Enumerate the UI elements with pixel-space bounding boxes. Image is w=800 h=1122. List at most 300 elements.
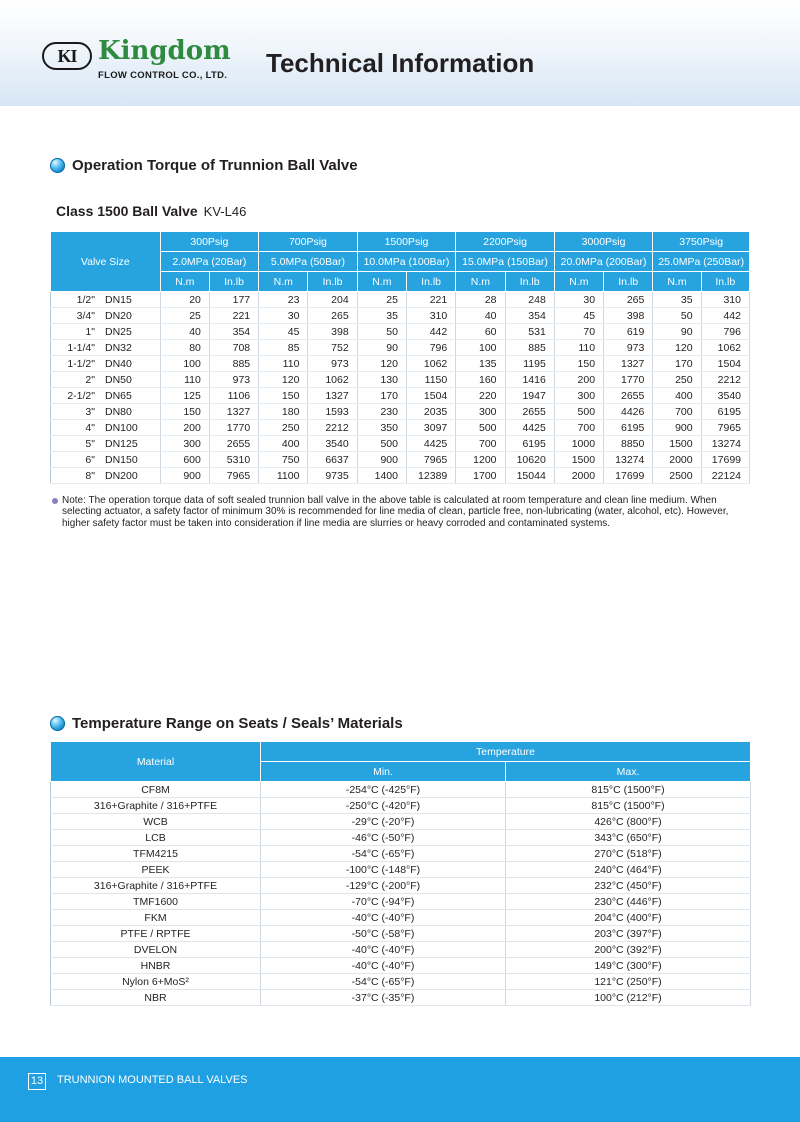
material-cell: DVELON: [51, 942, 261, 958]
torque-inlb-cell: 708: [209, 340, 258, 356]
torque-inlb-cell: 12389: [406, 468, 455, 484]
torque-nm-cell: 50: [653, 308, 701, 324]
torque-nm-cell: 110: [554, 340, 603, 356]
temp-header-row: [51, 742, 751, 762]
torque-table: [50, 231, 750, 484]
valve-size-dn: DN50: [105, 373, 132, 386]
material-cell: LCB: [51, 830, 261, 846]
valve-size-cell: [51, 468, 161, 484]
torque-nm-cell: 120: [357, 356, 406, 372]
mpa-header: 5.0MPa (50Bar): [259, 252, 358, 272]
material-cell: 316+Graphite / 316+PTFE: [51, 878, 261, 894]
material-cell: PEEK: [51, 862, 261, 878]
torque-inlb-cell: 1327: [209, 404, 258, 420]
psig-header: 700Psig: [259, 232, 358, 252]
torque-inlb-cell: 752: [308, 340, 357, 356]
torque-inlb-cell: 265: [604, 292, 653, 308]
torque-nm-cell: 30: [259, 308, 308, 324]
torque-inlb-cell: 973: [209, 372, 258, 388]
company-logo: [42, 36, 242, 86]
valve-size-dn: DN25: [105, 325, 132, 338]
page-number: 13: [28, 1073, 46, 1090]
torque-subtitle: Class 1500 Ball Valve: [56, 203, 198, 219]
torque-inlb-cell: 2655: [604, 388, 653, 404]
valve-size-dn: DN150: [105, 453, 138, 466]
torque-nm-cell: 300: [554, 388, 603, 404]
valve-size-cell: [51, 324, 161, 340]
table-row: [51, 862, 751, 878]
torque-inlb-cell: 3540: [701, 388, 749, 404]
min-header: Min.: [261, 762, 506, 782]
table-row: [51, 894, 751, 910]
torque-inlb-cell: 4425: [406, 436, 455, 452]
valve-size-cell: [51, 308, 161, 324]
torque-nm-cell: 2500: [653, 468, 701, 484]
max-cell: 149°C (300°F): [506, 958, 751, 974]
blue-bullet-icon: [50, 716, 65, 731]
torque-inlb-cell: 4425: [505, 420, 554, 436]
torque-nm-cell: 700: [456, 436, 505, 452]
torque-inlb-cell: 2212: [308, 420, 357, 436]
min-cell: -40°C (-40°F): [261, 910, 506, 926]
table-row: [51, 468, 750, 484]
torque-inlb-cell: 1947: [505, 388, 554, 404]
table-row: [51, 782, 751, 798]
torque-nm-cell: 1100: [259, 468, 308, 484]
torque-inlb-cell: 6195: [604, 420, 653, 436]
valve-size-dn: DN20: [105, 309, 132, 322]
torque-nm-cell: 250: [259, 420, 308, 436]
temperature-table: [50, 741, 751, 1006]
torque-nm-cell: 150: [259, 388, 308, 404]
mpa-header: 15.0MPa (150Bar): [456, 252, 555, 272]
min-cell: -54°C (-65°F): [261, 974, 506, 990]
torque-nm-cell: 400: [259, 436, 308, 452]
table-row: [51, 372, 750, 388]
valve-size-inch: 1-1/2": [67, 357, 95, 370]
valve-size-dn: DN100: [105, 421, 138, 434]
torque-nm-cell: 500: [357, 436, 406, 452]
table-row: [51, 990, 751, 1006]
max-cell: 121°C (250°F): [506, 974, 751, 990]
torque-inlb-cell: 7965: [406, 452, 455, 468]
unit-inlb-header: In.lb: [308, 272, 357, 292]
material-header: Material: [51, 742, 261, 782]
min-cell: -254°C (-425°F): [261, 782, 506, 798]
torque-inlb-cell: 1504: [406, 388, 455, 404]
table-row: [51, 910, 751, 926]
valve-size-dn: DN80: [105, 405, 132, 418]
torque-inlb-cell: 1770: [209, 420, 258, 436]
page-header: [0, 0, 800, 106]
torque-inlb-cell: 973: [308, 356, 357, 372]
torque-nm-cell: 45: [259, 324, 308, 340]
torque-inlb-cell: 1327: [604, 356, 653, 372]
valve-size-inch: 5": [85, 437, 95, 450]
table-row: [51, 340, 750, 356]
temperature-table-body: [51, 782, 751, 1006]
torque-nm-cell: 60: [456, 324, 505, 340]
logo-subtitle: FLOW CONTROL CO., LTD.: [98, 70, 228, 81]
torque-inlb-cell: 17699: [701, 452, 749, 468]
torque-nm-cell: 900: [357, 452, 406, 468]
torque-nm-cell: 2000: [554, 468, 603, 484]
torque-inlb-cell: 1327: [308, 388, 357, 404]
table-row: [51, 324, 750, 340]
torque-note: [52, 495, 752, 529]
table-row: [51, 974, 751, 990]
torque-inlb-cell: 13274: [604, 452, 653, 468]
material-cell: WCB: [51, 814, 261, 830]
material-cell: CF8M: [51, 782, 261, 798]
torque-inlb-cell: 4426: [604, 404, 653, 420]
valve-size-inch: 1": [85, 325, 95, 338]
unit-inlb-header: In.lb: [406, 272, 455, 292]
material-cell: 316+Graphite / 316+PTFE: [51, 798, 261, 814]
valve-size-dn: DN125: [105, 437, 138, 450]
min-cell: -50°C (-58°F): [261, 926, 506, 942]
max-cell: 270°C (518°F): [506, 846, 751, 862]
torque-inlb-cell: 2035: [406, 404, 455, 420]
valve-size-inch: 2-1/2": [67, 389, 95, 402]
unit-nm-header: N.m: [554, 272, 603, 292]
torque-nm-cell: 35: [653, 292, 701, 308]
torque-inlb-cell: 1062: [701, 340, 749, 356]
torque-nm-cell: 1700: [456, 468, 505, 484]
table-row: [51, 436, 750, 452]
torque-inlb-cell: 265: [308, 308, 357, 324]
valve-size-inch: 6": [85, 453, 95, 466]
torque-inlb-cell: 1062: [308, 372, 357, 388]
mpa-header: 2.0MPa (20Bar): [160, 252, 259, 272]
torque-nm-cell: 200: [554, 372, 603, 388]
torque-nm-cell: 1500: [554, 452, 603, 468]
logo-name: Kingdom: [98, 36, 231, 66]
torque-inlb-cell: 2655: [209, 436, 258, 452]
torque-table-body: [51, 292, 750, 484]
torque-nm-cell: 1400: [357, 468, 406, 484]
blue-bullet-icon: [50, 158, 65, 173]
torque-nm-cell: 100: [456, 340, 505, 356]
max-cell: 343°C (650°F): [506, 830, 751, 846]
valve-size-inch: 1-1/4": [67, 341, 95, 354]
unit-nm-header: N.m: [259, 272, 308, 292]
torque-inlb-cell: 2655: [505, 404, 554, 420]
note-bullet-icon: [52, 498, 58, 504]
torque-nm-cell: 85: [259, 340, 308, 356]
psig-header-row: [51, 232, 750, 252]
torque-inlb-cell: 1062: [406, 356, 455, 372]
torque-inlb-cell: 531: [505, 324, 554, 340]
torque-nm-cell: 170: [357, 388, 406, 404]
material-cell: PTFE / RPTFE: [51, 926, 261, 942]
torque-nm-cell: 25: [357, 292, 406, 308]
torque-inlb-cell: 204: [308, 292, 357, 308]
table-row: [51, 404, 750, 420]
valve-size-inch: 8": [85, 469, 95, 482]
mpa-header: 25.0MPa (250Bar): [653, 252, 750, 272]
table-row: [51, 308, 750, 324]
torque-inlb-cell: 22124: [701, 468, 749, 484]
torque-inlb-cell: 221: [406, 292, 455, 308]
max-cell: 204°C (400°F): [506, 910, 751, 926]
min-cell: -70°C (-94°F): [261, 894, 506, 910]
torque-inlb-cell: 9735: [308, 468, 357, 484]
torque-inlb-cell: 6195: [505, 436, 554, 452]
torque-inlb-cell: 10620: [505, 452, 554, 468]
torque-nm-cell: 1200: [456, 452, 505, 468]
mpa-header: 10.0MPa (100Bar): [357, 252, 456, 272]
unit-inlb-header: In.lb: [604, 272, 653, 292]
valve-size-cell: [51, 388, 161, 404]
material-cell: TMF1600: [51, 894, 261, 910]
valve-size-dn: DN200: [105, 469, 138, 482]
material-cell: HNBR: [51, 958, 261, 974]
torque-nm-cell: 130: [357, 372, 406, 388]
torque-nm-cell: 250: [653, 372, 701, 388]
valve-size-dn: DN15: [105, 293, 132, 306]
unit-nm-header: N.m: [357, 272, 406, 292]
torque-nm-cell: 170: [653, 356, 701, 372]
torque-inlb-cell: 248: [505, 292, 554, 308]
torque-inlb-cell: 310: [701, 292, 749, 308]
max-cell: 426°C (800°F): [506, 814, 751, 830]
torque-nm-cell: 700: [653, 404, 701, 420]
unit-inlb-header: In.lb: [505, 272, 554, 292]
torque-inlb-cell: 1106: [209, 388, 258, 404]
torque-inlb-cell: 796: [701, 324, 749, 340]
torque-nm-cell: 40: [456, 308, 505, 324]
torque-nm-cell: 230: [357, 404, 406, 420]
psig-header: 3750Psig: [653, 232, 750, 252]
table-row: [51, 958, 751, 974]
torque-inlb-cell: 15044: [505, 468, 554, 484]
torque-inlb-cell: 17699: [604, 468, 653, 484]
torque-nm-cell: 80: [160, 340, 209, 356]
torque-inlb-cell: 1150: [406, 372, 455, 388]
torque-nm-cell: 100: [160, 356, 209, 372]
torque-inlb-cell: 1770: [604, 372, 653, 388]
logo-mark-text: KI: [57, 46, 77, 66]
torque-inlb-cell: 8850: [604, 436, 653, 452]
valve-size-cell: [51, 356, 161, 372]
material-cell: Nylon 6+MoS²: [51, 974, 261, 990]
min-cell: -37°C (-35°F): [261, 990, 506, 1006]
torque-nm-cell: 90: [653, 324, 701, 340]
unit-inlb-header: In.lb: [701, 272, 749, 292]
torque-inlb-cell: 354: [209, 324, 258, 340]
valve-size-header: Valve Size: [51, 232, 161, 292]
torque-nm-cell: 40: [160, 324, 209, 340]
page-title: Technical Information: [266, 48, 535, 78]
table-row: [51, 388, 750, 404]
valve-size-cell: [51, 292, 161, 308]
valve-size-cell: [51, 420, 161, 436]
min-cell: -29°C (-20°F): [261, 814, 506, 830]
torque-inlb-cell: 796: [406, 340, 455, 356]
torque-inlb-cell: 310: [406, 308, 455, 324]
valve-size-cell: [51, 404, 161, 420]
torque-nm-cell: 300: [456, 404, 505, 420]
material-cell: TFM4215: [51, 846, 261, 862]
torque-subheading: [56, 203, 246, 221]
torque-inlb-cell: 442: [406, 324, 455, 340]
valve-size-dn: DN40: [105, 357, 132, 370]
torque-inlb-cell: 442: [701, 308, 749, 324]
torque-inlb-cell: 354: [505, 308, 554, 324]
torque-nm-cell: 20: [160, 292, 209, 308]
material-cell: NBR: [51, 990, 261, 1006]
valve-size-dn: DN32: [105, 341, 132, 354]
torque-nm-cell: 1000: [554, 436, 603, 452]
torque-nm-cell: 220: [456, 388, 505, 404]
max-cell: 230°C (446°F): [506, 894, 751, 910]
unit-inlb-header: In.lb: [209, 272, 258, 292]
unit-nm-header: N.m: [653, 272, 701, 292]
torque-inlb-cell: 1593: [308, 404, 357, 420]
temp-section-heading: [50, 713, 403, 733]
torque-section-heading: [50, 155, 358, 175]
min-cell: -54°C (-65°F): [261, 846, 506, 862]
torque-nm-cell: 150: [554, 356, 603, 372]
max-cell: 203°C (397°F): [506, 926, 751, 942]
valve-size-cell: [51, 372, 161, 388]
torque-inlb-cell: 7965: [209, 468, 258, 484]
note-text: Note: The operation torque data of soft sealed trunnion ball valve in the above table is calculated at room temperature and clean line medium. When selecting actuator, a safety factor of minimum 30% is recommended for line media of clean, particle free, non-lubricating (water, alcohol, etc). However, higher safety factor must be taken into consideration if line media are slurries or heavy corroded and contaminated systems.: [62, 495, 729, 529]
table-row: [51, 830, 751, 846]
min-cell: -40°C (-40°F): [261, 942, 506, 958]
torque-nm-cell: 2000: [653, 452, 701, 468]
max-cell: 232°C (450°F): [506, 878, 751, 894]
torque-nm-cell: 900: [653, 420, 701, 436]
torque-inlb-cell: 1504: [701, 356, 749, 372]
valve-size-cell: [51, 340, 161, 356]
table-row: [51, 878, 751, 894]
valve-size-inch: 3": [85, 405, 95, 418]
torque-inlb-cell: 5310: [209, 452, 258, 468]
torque-nm-cell: 110: [259, 356, 308, 372]
torque-nm-cell: 50: [357, 324, 406, 340]
min-cell: -40°C (-40°F): [261, 958, 506, 974]
max-cell: 815°C (1500°F): [506, 782, 751, 798]
page-footer: [0, 1057, 800, 1122]
torque-nm-cell: 70: [554, 324, 603, 340]
torque-inlb-cell: 3097: [406, 420, 455, 436]
torque-inlb-cell: 13274: [701, 436, 749, 452]
torque-inlb-cell: 6195: [701, 404, 749, 420]
psig-header: 3000Psig: [554, 232, 653, 252]
material-cell: FKM: [51, 910, 261, 926]
torque-inlb-cell: 221: [209, 308, 258, 324]
table-row: [51, 292, 750, 308]
temperature-header: Temperature: [261, 742, 751, 762]
psig-header: 300Psig: [160, 232, 259, 252]
torque-nm-cell: 200: [160, 420, 209, 436]
torque-nm-cell: 23: [259, 292, 308, 308]
torque-nm-cell: 350: [357, 420, 406, 436]
torque-nm-cell: 30: [554, 292, 603, 308]
max-header: Max.: [506, 762, 751, 782]
torque-nm-cell: 45: [554, 308, 603, 324]
torque-nm-cell: 150: [160, 404, 209, 420]
psig-header: 2200Psig: [456, 232, 555, 252]
table-row: [51, 846, 751, 862]
max-cell: 100°C (212°F): [506, 990, 751, 1006]
torque-nm-cell: 180: [259, 404, 308, 420]
torque-inlb-cell: 2212: [701, 372, 749, 388]
torque-model: KV-L46: [203, 204, 247, 219]
torque-nm-cell: 700: [554, 420, 603, 436]
torque-inlb-cell: 885: [209, 356, 258, 372]
torque-nm-cell: 1500: [653, 436, 701, 452]
unit-nm-header: N.m: [456, 272, 505, 292]
torque-inlb-cell: 398: [604, 308, 653, 324]
torque-nm-cell: 120: [653, 340, 701, 356]
torque-section-title: Operation Torque of Trunnion Ball Valve: [72, 156, 358, 174]
torque-nm-cell: 500: [456, 420, 505, 436]
valve-size-inch: 4": [85, 421, 95, 434]
valve-size-cell: [51, 436, 161, 452]
psig-header: 1500Psig: [357, 232, 456, 252]
torque-nm-cell: 900: [160, 468, 209, 484]
unit-nm-header: N.m: [160, 272, 209, 292]
torque-nm-cell: 28: [456, 292, 505, 308]
torque-inlb-cell: 6637: [308, 452, 357, 468]
valve-size-inch: 2": [85, 373, 95, 386]
table-row: [51, 356, 750, 372]
table-row: [51, 452, 750, 468]
table-row: [51, 942, 751, 958]
max-cell: 240°C (464°F): [506, 862, 751, 878]
torque-nm-cell: 300: [160, 436, 209, 452]
max-cell: 815°C (1500°F): [506, 798, 751, 814]
torque-nm-cell: 135: [456, 356, 505, 372]
torque-inlb-cell: 177: [209, 292, 258, 308]
table-row: [51, 926, 751, 942]
torque-inlb-cell: 619: [604, 324, 653, 340]
max-cell: 200°C (392°F): [506, 942, 751, 958]
torque-nm-cell: 35: [357, 308, 406, 324]
valve-size-inch: 1/2": [76, 293, 95, 306]
torque-inlb-cell: 7965: [701, 420, 749, 436]
torque-nm-cell: 120: [259, 372, 308, 388]
torque-nm-cell: 25: [160, 308, 209, 324]
min-cell: -250°C (-420°F): [261, 798, 506, 814]
table-row: [51, 420, 750, 436]
torque-inlb-cell: 3540: [308, 436, 357, 452]
torque-nm-cell: 110: [160, 372, 209, 388]
min-cell: -129°C (-200°F): [261, 878, 506, 894]
torque-inlb-cell: 1416: [505, 372, 554, 388]
footer-text: TRUNNION MOUNTED BALL VALVES: [57, 1074, 248, 1086]
table-row: [51, 814, 751, 830]
logo-mark: [42, 42, 92, 70]
min-cell: -100°C (-148°F): [261, 862, 506, 878]
torque-nm-cell: 125: [160, 388, 209, 404]
torque-inlb-cell: 398: [308, 324, 357, 340]
torque-nm-cell: 600: [160, 452, 209, 468]
torque-nm-cell: 500: [554, 404, 603, 420]
torque-nm-cell: 750: [259, 452, 308, 468]
torque-nm-cell: 160: [456, 372, 505, 388]
valve-size-dn: DN65: [105, 389, 132, 402]
mpa-header: 20.0MPa (200Bar): [554, 252, 653, 272]
table-row: [51, 798, 751, 814]
torque-nm-cell: 400: [653, 388, 701, 404]
torque-inlb-cell: 1195: [505, 356, 554, 372]
torque-nm-cell: 90: [357, 340, 406, 356]
valve-size-cell: [51, 452, 161, 468]
